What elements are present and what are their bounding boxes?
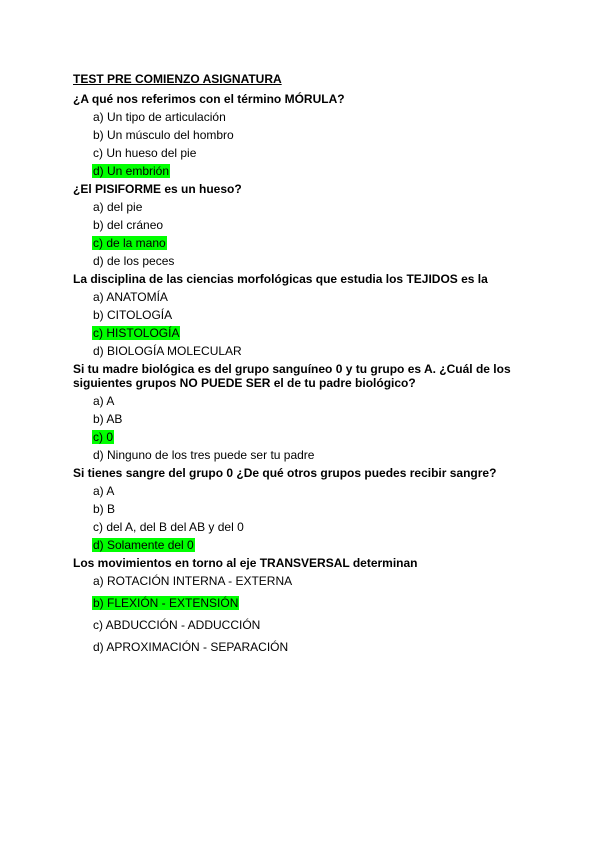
answer-option-label: b) Un músculo del hombro <box>93 128 234 142</box>
answer-option-label: d) Ninguno de los tres puede ser tu padre <box>93 448 315 462</box>
answer-option-label: d) Solamente del 0 <box>93 538 194 552</box>
answer-option <box>92 146 543 160</box>
answer-option <box>92 254 543 268</box>
question-block <box>73 362 543 462</box>
answer-option-label: b) FLEXIÓN - EXTENSIÓN <box>93 596 239 610</box>
answer-options <box>92 484 543 552</box>
answer-option <box>92 128 543 142</box>
answer-option-label: d) APROXIMACIÓN - SEPARACIÓN <box>93 640 289 654</box>
question-block <box>73 466 543 552</box>
answer-option-label: d) BIOLOGÍA MOLECULAR <box>93 344 242 358</box>
correct-answer-option <box>92 538 543 552</box>
answer-option-label: b) B <box>93 502 116 516</box>
question-list <box>73 92 543 654</box>
document-title: TEST PRE COMIENZO ASIGNATURA <box>73 72 282 86</box>
answer-option-label: d) Un embrión <box>93 164 170 178</box>
answer-option-label: c) del A, del B del AB y del 0 <box>93 520 244 534</box>
question-block <box>73 182 543 268</box>
correct-answer-option <box>92 430 543 444</box>
answer-option-label: a) A <box>93 484 115 498</box>
answer-options <box>92 574 543 654</box>
answer-option-label: b) AB <box>93 412 123 426</box>
answer-option <box>92 448 543 462</box>
answer-option-label: a) A <box>93 394 115 408</box>
answer-option <box>92 412 543 426</box>
answer-option-label: a) ROTACIÓN INTERNA - EXTERNA <box>93 574 293 588</box>
answer-option <box>92 218 543 232</box>
answer-option <box>92 640 543 654</box>
answer-option-label: b) CITOLOGÍA <box>93 308 173 322</box>
correct-answer-option <box>92 236 543 250</box>
answer-option-label: c) Un hueso del pie <box>93 146 197 160</box>
answer-options <box>92 290 543 358</box>
answer-option <box>92 290 543 304</box>
answer-option-label: c) ABDUCCIÓN - ADDUCCIÓN <box>93 618 261 632</box>
answer-options <box>92 110 543 178</box>
answer-option <box>92 574 543 588</box>
answer-option <box>92 520 543 534</box>
question-text: Si tienes sangre del grupo 0 ¿De qué otros grupos puedes recibir sangre? <box>73 466 497 480</box>
answer-option <box>92 110 543 124</box>
correct-answer-option <box>92 326 543 340</box>
question-text: La disciplina de las ciencias morfológicas que estudia los TEJIDOS es la <box>73 272 488 286</box>
answer-option-label: c) HISTOLOGÍA <box>93 326 180 340</box>
answer-option-label: a) del pie <box>93 200 143 214</box>
answer-option-label: a) Un tipo de articulación <box>93 110 226 124</box>
answer-option <box>92 344 543 358</box>
question-block <box>73 92 543 178</box>
question-text: ¿A qué nos referimos con el término MÓRULA? <box>73 92 345 106</box>
correct-answer-option <box>92 596 543 610</box>
answer-option-label: b) del cráneo <box>93 218 164 232</box>
question-block <box>73 272 543 358</box>
answer-option <box>92 484 543 498</box>
answer-option <box>92 502 543 516</box>
question-text: ¿El PISIFORME es un hueso? <box>73 182 242 196</box>
answer-option <box>92 308 543 322</box>
question-text: Si tu madre biológica es del grupo sanguíneo 0 y tu grupo es A. ¿Cuál de los siguientes grupos NO PUEDE SER el de tu padre biológico? <box>73 362 511 390</box>
answer-option <box>92 394 543 408</box>
document-page <box>73 71 543 662</box>
question-block <box>73 556 543 654</box>
answer-options <box>92 394 543 462</box>
answer-options <box>92 200 543 268</box>
answer-option-label: c) de la mano <box>93 236 166 250</box>
answer-option-label: d) de los peces <box>93 254 175 268</box>
question-text: Los movimientos en torno al eje TRANSVERSAL determinan <box>73 556 418 570</box>
answer-option <box>92 618 543 632</box>
answer-option-label: a) ANATOMÍA <box>93 290 168 304</box>
answer-option <box>92 200 543 214</box>
correct-answer-option <box>92 164 543 178</box>
answer-option-label: c) 0 <box>93 430 114 444</box>
